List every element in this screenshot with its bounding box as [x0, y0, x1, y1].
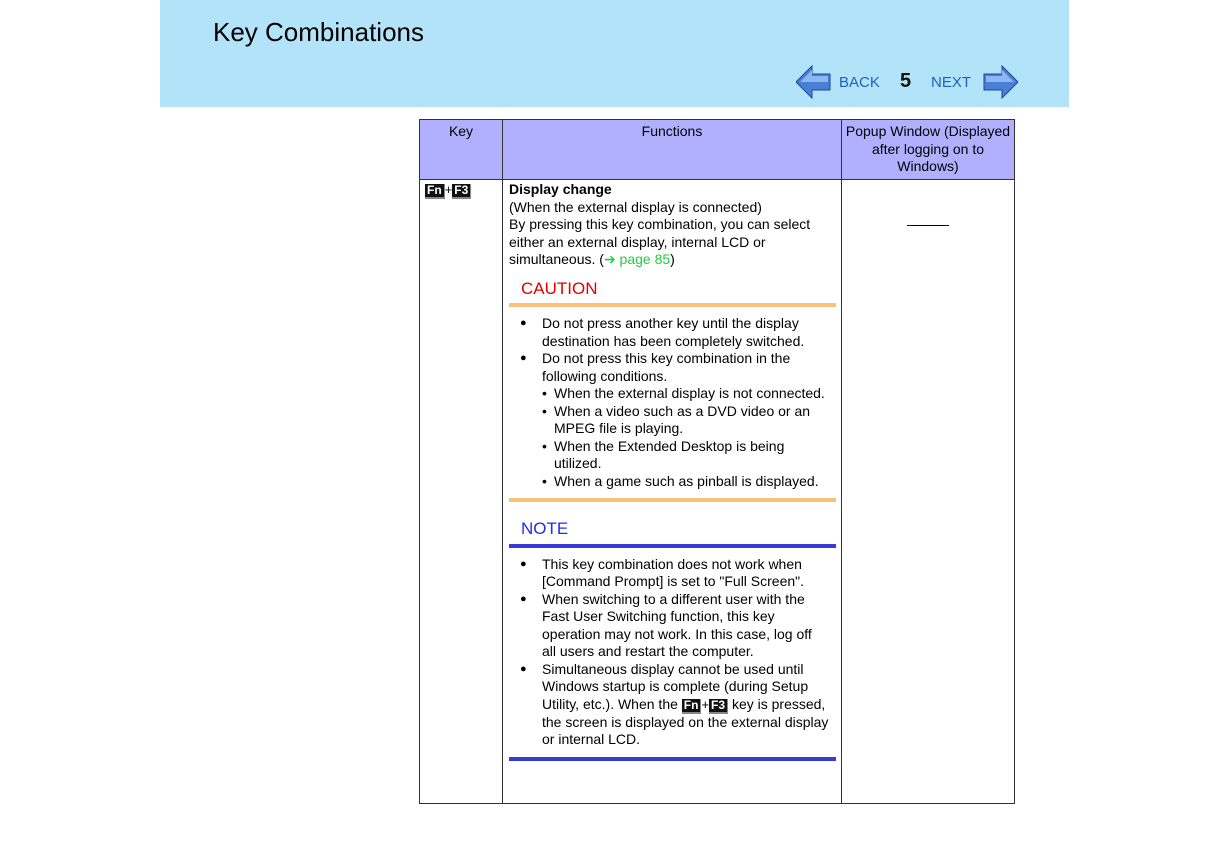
page-navigation [796, 64, 1018, 102]
note-list [509, 556, 829, 749]
sub-list-item: • When a video such as a DVD video or an MPEG file is playing. [542, 403, 829, 438]
list-item [509, 661, 829, 749]
column-divider [502, 120, 503, 803]
column-header-functions: Functions [641, 123, 703, 139]
f3-key: F3 [709, 699, 728, 714]
functions-cell [509, 181, 839, 761]
column-divider [841, 120, 842, 803]
page-header [160, 0, 1069, 107]
list-item [509, 315, 829, 350]
caution-label: CAUTION [521, 278, 598, 298]
next-button[interactable]: NEXT [931, 74, 972, 91]
function-title: Display change [509, 181, 612, 197]
popup-none-dash [907, 225, 949, 226]
page-title: Key Combinations [213, 17, 424, 47]
key-plus: + [701, 696, 710, 712]
function-description [509, 216, 839, 269]
list-item [509, 556, 829, 591]
note-bottom-bar [509, 757, 836, 761]
list-item-text: Do not press another key until the display destination has been completely switched. [542, 315, 805, 349]
list-item [509, 591, 829, 661]
fn-key: Fn [682, 699, 702, 714]
caution-bottom-bar [509, 498, 836, 502]
list-item-text: When switching to a different user with the Fast User Switching function, this key operation may not work. In this case, log off all users and restart the computer. [542, 590, 812, 659]
list-item-text: key is pressed, the screen is displayed on the external display or internal LCD. [542, 695, 829, 747]
key-cell [425, 181, 471, 199]
page-number: 5 [900, 70, 912, 92]
function-condition: (When the external display is connected) [509, 198, 762, 215]
caution-list [509, 315, 829, 490]
column-header-popup: Popup Window (Displayed after logging on to Windows) [845, 123, 1011, 174]
list-item-text: This key combination does not work when [Command Prompt] is set to "Full Screen". [542, 555, 805, 589]
page-85-link[interactable]: ➔ page 85 [603, 251, 671, 267]
sub-list-item: • When the Extended Desktop is being utilized. [542, 438, 829, 473]
description-close: ) [670, 251, 675, 267]
f3-key: F3 [452, 184, 471, 199]
key-combinations-table [419, 119, 1015, 804]
sub-list-item: • When a game such as pinball is displayed. [542, 473, 829, 491]
column-header-key: Key [448, 123, 474, 139]
key-plus: + [444, 182, 453, 197]
table-header [420, 120, 1014, 180]
back-button[interactable]: BACK [839, 74, 880, 91]
note-label: NOTE [521, 519, 569, 538]
list-item [509, 350, 829, 490]
note-top-bar [509, 544, 836, 548]
left-arrow-icon[interactable] [796, 64, 832, 100]
description-text: By pressing this key combination, you can select either an external display, internal LCD or simultaneous. ( [509, 216, 811, 267]
caution-top-bar [509, 303, 836, 307]
condition-sublist [542, 385, 829, 490]
sub-list-item: • When the external display is not connected. [542, 385, 829, 403]
list-item-text: Simultaneous display cannot be used until Windows startup is complete (during Setup Utility, etc.). When the [542, 660, 809, 712]
right-arrow-icon[interactable] [982, 64, 1018, 100]
list-item-text: Do not press this key combination in the following conditions. [542, 350, 791, 384]
fn-key: Fn [425, 184, 445, 199]
